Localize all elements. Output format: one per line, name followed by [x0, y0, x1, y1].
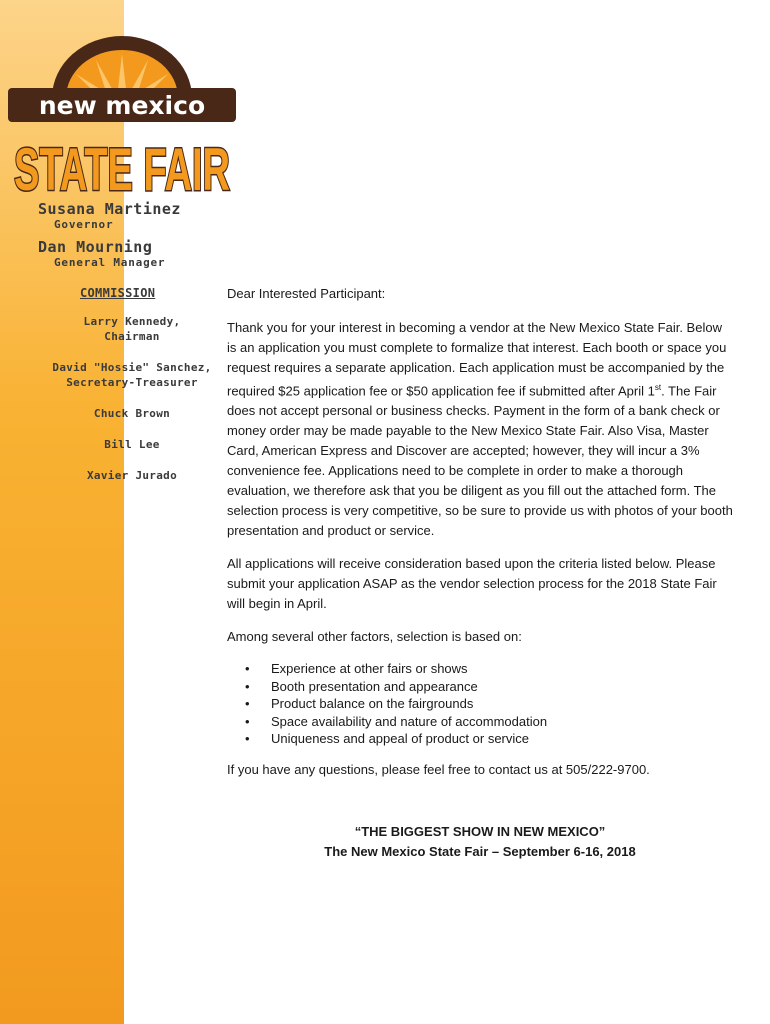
svg-text:STATE FAIR: STATE FAIR [14, 136, 231, 203]
member-name: Larry Kennedy, [83, 315, 181, 328]
officer-governor [38, 200, 208, 232]
commission-member [52, 314, 212, 344]
slogan: “THE BIGGEST SHOW IN NEW MEXICO” [354, 824, 606, 839]
officer-general-manager [38, 238, 208, 270]
criteria-list [227, 660, 733, 748]
member-name: Xavier Jurado [87, 469, 177, 482]
list-item: • Product balance on the fairgrounds [271, 695, 733, 713]
closing-block [227, 822, 733, 862]
commission-list [52, 286, 212, 499]
state-fair-logo [4, 24, 240, 203]
fair-dates: The New Mexico State Fair – September 6-16, 2018 [324, 844, 636, 859]
officer-name: Dan Mourning [38, 238, 153, 256]
officer-role: Governor [54, 218, 114, 231]
commission-member [52, 437, 212, 452]
paragraph-criteria-note: All applications will receive consideration based upon the criteria listed below. Please submit your application ASAP as the vendor selection process for the 2018 State Fair will begin in April. [227, 556, 717, 612]
list-item: • Uniqueness and appeal of product or service [271, 730, 733, 748]
paragraph-factors: Among several other factors, selection is based on: [227, 629, 522, 645]
salutation: Dear Interested Participant: [227, 286, 386, 301]
member-name: David "Hossie" Sanchez, [52, 361, 212, 374]
member-name: Chuck Brown [93, 407, 171, 420]
ordinal-suffix: st [654, 383, 662, 392]
commission-member [52, 468, 212, 483]
officers-block [38, 200, 208, 270]
intro-text-a: Thank you for your interest in becoming a vendor at the New Mexico State Fair. Below is an application you must complete to formalize that interest. Each booth or space you request requires a separate application. Each application must be accompanied by the required $25 application fee or $50 application fee if submitted after April 1 [227, 320, 727, 399]
paragraph-contact: If you have any questions, please feel free to contact us at 505/222-9700. [227, 761, 650, 777]
member-name: Bill Lee [104, 438, 160, 451]
paragraph-intro [227, 318, 733, 541]
svg-text:new mexico: new mexico [38, 91, 206, 120]
commission-member [52, 360, 212, 390]
commission-heading: COMMISSION [80, 286, 156, 300]
member-title: Secretary-Treasurer [66, 376, 198, 389]
list-item: • Space availability and nature of accommodation [271, 713, 733, 731]
list-item: • Experience at other fairs or shows [271, 660, 733, 678]
letter-body [227, 284, 733, 793]
officer-role: General Manager [54, 256, 166, 269]
intro-text-b: . The Fair does not accept personal or business checks. Payment in the form of a bank check or money order may be made payable to the New Mexico State Fair. Also Visa, Master Card, American Express and Discover are accepted; however, they will incur a 3% convenience fee. Applications need to be complete in order to make a thorough evaluation, we therefore ask that you be diligent as you fill out the attached form. The selection process is very competitive, so be sure to provide us with photos of your booth presentation and product or service. [227, 383, 733, 539]
officer-name: Susana Martinez [38, 200, 181, 218]
commission-member [52, 406, 212, 421]
list-item: • Booth presentation and appearance [271, 678, 733, 696]
member-title: Chairman [104, 330, 160, 343]
